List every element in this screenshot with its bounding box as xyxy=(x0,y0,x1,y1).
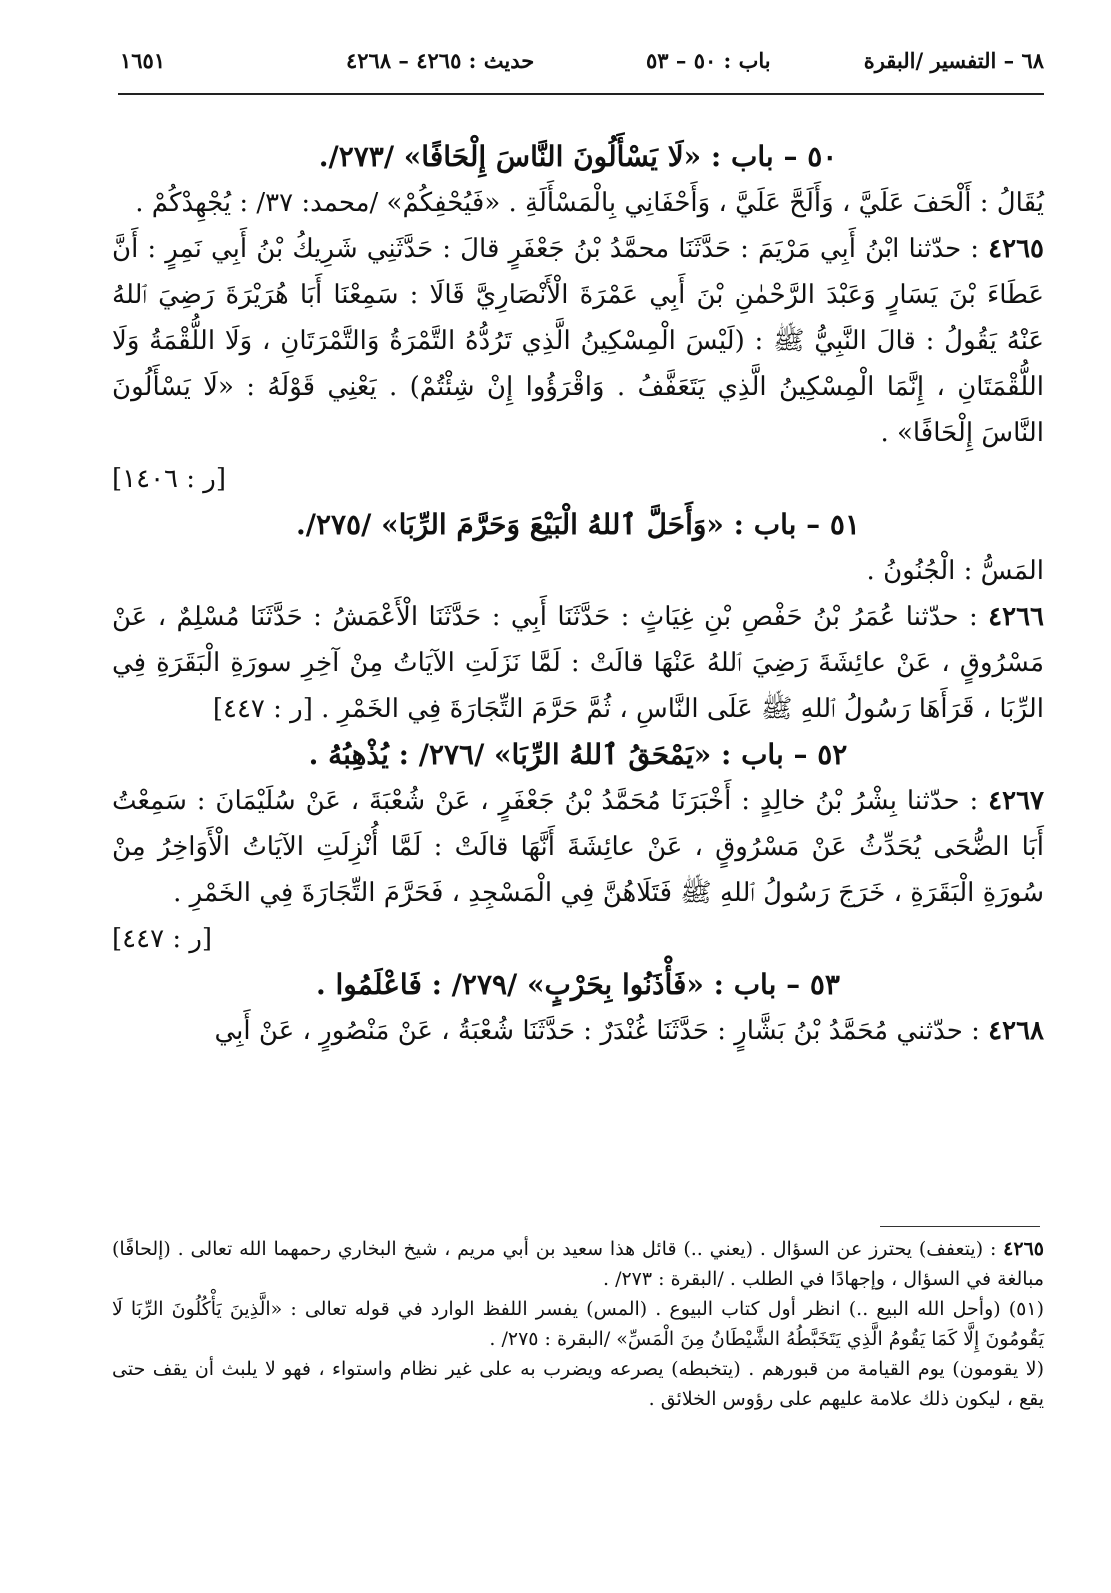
hadith-number: ٤٢٦٦ xyxy=(988,602,1045,632)
hadith-text: : حدّثني مُحَمَّدُ بْنُ بَشَّارٍ : حَدَّثَنَا غُنْدَرٌ : حَدَّثَنَا شُعْبَةُ ، عَنْ مَنْصُورٍ ، عَنْ أَبِي xyxy=(214,1016,980,1046)
hadith-number: ٤٢٦٥ xyxy=(988,234,1045,264)
hadith-4267-ref: [ر : ٤٤٧] xyxy=(112,924,213,954)
footnote-51: (٥١) (وأحل الله البيع ..) انظر أول كتاب البيوع . (المس) يفسر اللفظ الوارد في قوله تعالى : «الَّذِينَ يَأْكُلُونَ الرِّبَا لَا يَقُومُونَ إِلَّا كَمَا يَقُومُ الَّذِي يَتَخَبَّطُهُ الشَّيْطَانُ مِنَ الْمَسِّ» /البقرة : ٢٧٥/ . xyxy=(112,1298,1044,1350)
bab-53-heading: ٥٣ – باب : «فَأْذَنُوا بِحَرْبٍ» /٢٧٩/ : فَاعْلَمُوا . xyxy=(316,968,840,1001)
bab-52-heading: ٥٢ – باب : «يَمْحَقُ ٱللهُ الرِّبَا» /٢٧٦/ : يُذْهِبُهُ . xyxy=(308,738,848,771)
footnote-divider xyxy=(880,1226,1040,1227)
footnote-4265 xyxy=(112,1234,1044,1294)
hadith-4266-ref: [ر : ٤٤٧] xyxy=(212,694,313,724)
hadith-text: : حدّثنا عُمَرُ بْنُ حَفْصِ بْنِ غِيَاثٍ : حَدَّثَنَا أَبِي : حَدَّثَنَا الْأَعْمَشُ : حَدَّثَنَا مُسْلِمٌ ، عَنْ مَسْرُوقٍ ، عَنْ عائِشَةَ رَضِيَ ٱللهُ عَنْهَا قالَتْ : لَمَّا نَزَلَتِ الآيَاتُ مِنْ آخِرِ سورَةِ الْبَقَرَةِ فِي الرِّبَا ، قَرَأَهَا رَسُولُ ٱللهِ ﷺ عَلَى النَّاسِ ، ثُمَّ حَرَّمَ التِّجَارَةَ فِي الخَمْرِ . xyxy=(112,602,1044,724)
bab-51-text: المَسُّ : الْجُنُونُ . xyxy=(866,556,1044,586)
hadith-range: حديث : ٤٢٦٥ – ٤٢٦٨ xyxy=(346,48,535,73)
bab-50-heading: ٥٠ – باب : «لَا يَسْأَلُونَ النَّاسَ إِلْحَافًا» /٢٧٣/. xyxy=(318,140,838,173)
hadith-4265 xyxy=(112,226,1044,456)
hadith-4265-ref: [ر : ١٤٠٦] xyxy=(112,464,227,494)
bab-50-text: يُقَالُ : أَلْحَفَ عَلَيَّ ، وَأَلَحَّ عَلَيَّ ، وَأَحْفَانِي بِالْمَسْأَلَةِ . «فَيُحْفِكُمْ» /محمد: ٣٧/ : يُجْهِدْكُمْ . xyxy=(135,188,1044,218)
hadith-text: : حدّثنا ابْنُ أَبِي مَرْيَمَ : حَدَّثَنَا محمَّدُ بْنُ جَعْفَرٍ قالَ : حَدَّثَنِي شَرِيكُ بْنُ أَبِي نَمِرٍ : أَنَّ عَطَاءَ بْنَ يَسَارٍ وَعَبْدَ الرَّحْمٰنِ بْنَ أَبِي عَمْرَةَ الْأَنْصَارِيَّ قَالَا : سَمِعْنَا أَبَا هُرَيْرَةَ رَضِيَ ٱللهُ عَنْهُ يَقُولُ : قالَ النَّبِيُّ ﷺ : (لَيْسَ الْمِسْكِينُ الَّذِي تَرُدُّهُ التَّمْرَةُ وَالتَّمْرَتَانِ ، وَلَا اللُّقْمَةُ وَلَا اللُّقْمَتَانِ ، إِنَّمَا الْمِسْكِينُ الَّذِي يَتَعَفَّفُ . وَاقْرَؤُوا إِنْ شِئْتُمْ) . يَعْنِي قَوْلَهُ : «لَا يَسْأَلُونَ النَّاسَ إِلْحَافًا» . xyxy=(112,234,1044,448)
hadith-4268 xyxy=(112,1008,1044,1054)
hadith-number: ٤٢٦٧ xyxy=(988,786,1045,816)
running-header xyxy=(118,40,1044,84)
footnotes xyxy=(112,1234,1044,1414)
book-title: ٦٨ – التفسير /البقرة xyxy=(863,48,1044,73)
hadith-4267 xyxy=(112,778,1044,916)
footnote-number: ٤٢٦٥ xyxy=(1003,1238,1044,1260)
footnote-text: : (يتعفف) يحترز عن السؤال . (يعني ..) قائل هذا سعيد بن أبي مريم ، شيخ البخاري رحمهما الله تعالى . (إلحافًا) مبالغة في السؤال ، وإجهادًا في الطلب . /البقرة : ٢٧٣/ . xyxy=(112,1238,1044,1290)
hadith-4266 xyxy=(112,594,1044,732)
header-divider xyxy=(118,93,1044,95)
page-number: ١٦٥١ xyxy=(120,48,166,73)
bab-range: باب : ٥٠ – ٥٣ xyxy=(646,48,771,73)
hadith-text: : حدّثنا بِشْرُ بْنُ خالِدٍ : أَخْبَرَنَا مُحَمَّدُ بْنُ جَعْفَرٍ ، عَنْ شُعْبَةَ ، عَنْ سُلَيْمَانَ : سَمِعْتُ أَبَا الضُّحَى يُحَدِّثُ عَنْ مَسْرُوقٍ ، عَنْ عائِشَةَ أَنَّهَا قالَتْ : لَمَّا أُنْزِلَتِ الآيَاتُ الْأَوَاخِرُ مِنْ سُورَةِ الْبَقَرَةِ ، خَرَجَ رَسُولُ ٱللهِ ﷺ فَتَلَاهُنَّ فِي الْمَسْجِدِ ، فَحَرَّمَ التِّجَارَةَ فِي الخَمْرِ . xyxy=(112,786,1044,908)
footnote-51-continued: (لا يقومون) يوم القيامة من قبورهم . (يتخبطه) يصرعه ويضرب به على غير نظام واستواء ، فهو لا يلبث أن يقف حتى يقع ، ليكون ذلك علامة عليهم على رؤوس الخلائق . xyxy=(112,1358,1044,1410)
main-text xyxy=(112,134,1044,1054)
bab-51-heading: ٥١ – باب : «وَأَحَلَّ ٱللهُ الْبَيْعَ وَحَرَّمَ الرِّبَا» /٢٧٥/. xyxy=(295,508,860,541)
hadith-number: ٤٢٦٨ xyxy=(988,1016,1044,1046)
